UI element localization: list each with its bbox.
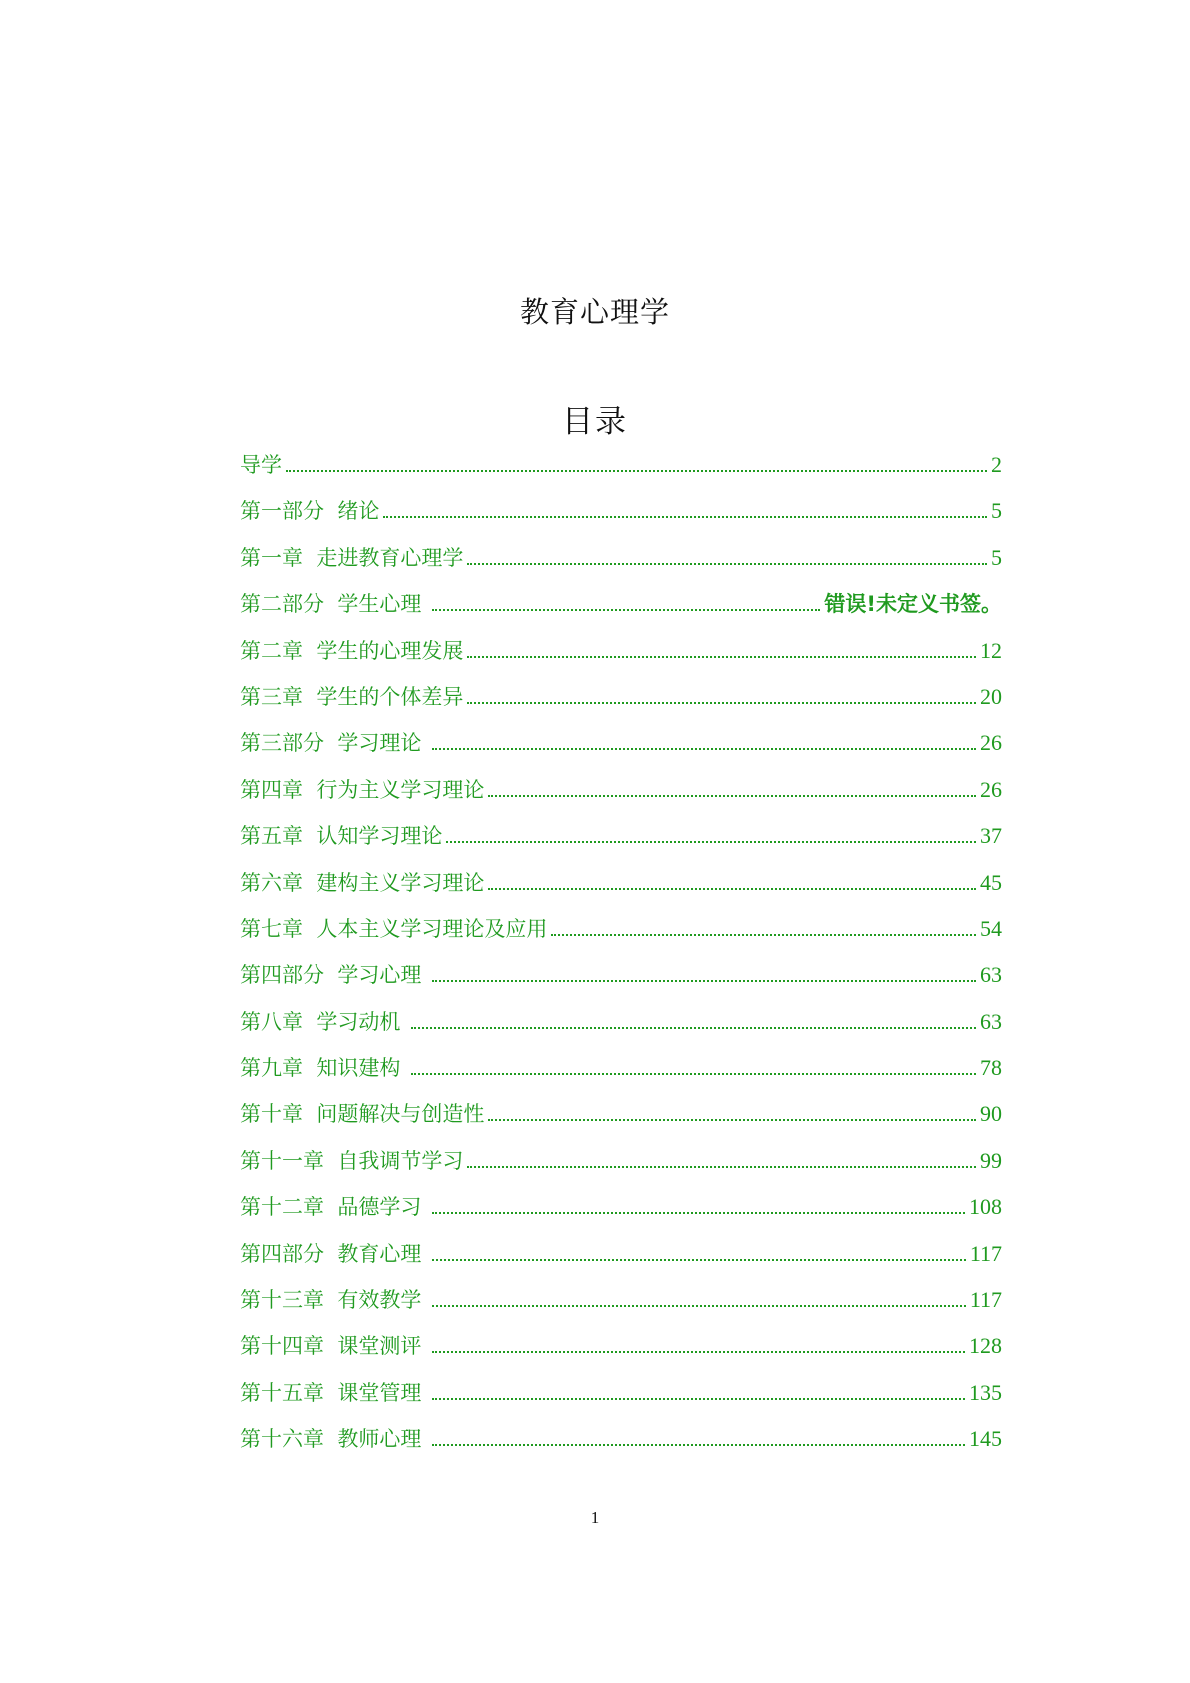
toc-entry-page: 117 xyxy=(969,1240,1002,1266)
toc-entry-page: 78 xyxy=(980,1055,1002,1081)
toc-entry[interactable] xyxy=(240,1330,1002,1376)
toc-entry-page: 26 xyxy=(980,776,1002,802)
toc-entry[interactable] xyxy=(240,1145,1002,1191)
toc-entry-page: 90 xyxy=(980,1101,1002,1127)
toc-entry[interactable] xyxy=(240,1052,1002,1098)
toc-entry-page: 45 xyxy=(980,869,1002,895)
toc-entry[interactable] xyxy=(240,1284,1002,1330)
toc-entry-label: 第十五章 课堂管理 xyxy=(240,1380,429,1405)
toc-dot-leader xyxy=(432,1255,966,1261)
toc-entry[interactable] xyxy=(240,1423,1002,1469)
toc-entry-label: 第四章 行为主义学习理论 xyxy=(240,777,485,802)
toc-dot-leader xyxy=(488,1115,976,1121)
toc-entry-page: 108 xyxy=(969,1194,1002,1220)
page-number: 1 xyxy=(590,1508,600,1527)
toc-entry-page: 63 xyxy=(980,1008,1002,1034)
toc-entry[interactable] xyxy=(240,727,1002,773)
toc-entry-page: 63 xyxy=(980,962,1002,988)
toc-dot-leader xyxy=(488,791,976,797)
toc-entry[interactable] xyxy=(240,774,1002,820)
toc-entry-page: 145 xyxy=(969,1426,1002,1452)
toc-entry-label: 导学 xyxy=(240,453,282,477)
toc-entry[interactable] xyxy=(240,1006,1002,1052)
toc-entry[interactable] xyxy=(240,1098,1002,1144)
toc-entry-label: 第十四章 课堂测评 xyxy=(240,1334,429,1359)
toc-dot-leader xyxy=(411,1023,976,1029)
toc-entry-page: 128 xyxy=(969,1333,1002,1359)
toc-dot-leader xyxy=(467,559,987,565)
toc-entry[interactable] xyxy=(240,820,1002,866)
toc-dot-leader xyxy=(286,466,987,472)
toc-entry-label: 第三部分 学习理论 xyxy=(240,731,429,756)
toc-entry[interactable] xyxy=(240,681,1002,727)
toc-entry-label: 第十二章 品德学习 xyxy=(240,1195,429,1220)
toc-dot-leader xyxy=(467,1162,976,1168)
toc-entry-page: 5 xyxy=(991,544,1002,570)
table-of-contents xyxy=(240,449,1002,1470)
toc-entry-page: 12 xyxy=(980,637,1002,663)
toc-entry[interactable] xyxy=(240,542,1002,588)
toc-entry-label: 第六章 建构主义学习理论 xyxy=(240,870,485,895)
toc-entry[interactable] xyxy=(240,635,1002,681)
toc-entry[interactable] xyxy=(240,959,1002,1005)
toc-entry[interactable] xyxy=(240,588,1002,634)
toc-dot-leader xyxy=(432,1208,965,1214)
toc-dot-leader xyxy=(432,605,820,611)
document-title: 教育心理学 xyxy=(519,295,670,329)
toc-entry-label: 第十六章 教师心理 xyxy=(240,1427,429,1452)
toc-entry-page: 117 xyxy=(969,1287,1002,1313)
toc-dot-leader xyxy=(432,744,976,750)
toc-entry[interactable] xyxy=(240,495,1002,541)
toc-entry-page: 37 xyxy=(980,823,1002,849)
toc-entry-label: 第四部分 教育心理 xyxy=(240,1241,429,1266)
toc-entry-label: 第八章 学习动机 xyxy=(240,1009,408,1034)
toc-dot-leader xyxy=(446,837,976,843)
toc-dot-leader xyxy=(467,698,976,704)
toc-entry-page: 99 xyxy=(980,1147,1002,1173)
toc-entry-label: 第五章 认知学习理论 xyxy=(240,824,443,849)
toc-entry-label: 第四部分 学习心理 xyxy=(240,963,429,988)
toc-dot-leader xyxy=(432,1394,965,1400)
toc-entry-label: 第三章 学生的个体差异 xyxy=(240,684,464,709)
toc-entry-error-text: 错误!未定义书签。 xyxy=(824,592,1002,617)
toc-entry-label: 第十一章 自我调节学习 xyxy=(240,1148,464,1173)
toc-heading: 目录 xyxy=(562,404,628,440)
toc-entry-label: 第一部分 绪论 xyxy=(240,499,380,524)
toc-entry[interactable] xyxy=(240,913,1002,959)
toc-entry-page: 5 xyxy=(991,498,1002,524)
toc-dot-leader xyxy=(411,1069,976,1075)
toc-dot-leader xyxy=(432,976,976,982)
toc-dot-leader xyxy=(383,512,987,518)
toc-entry-page: 54 xyxy=(980,915,1002,941)
toc-entry-label: 第二章 学生的心理发展 xyxy=(240,638,464,663)
toc-entry-label: 第七章 人本主义学习理论及应用 xyxy=(240,916,548,941)
toc-entry-label: 第二部分 学生心理 xyxy=(240,592,429,617)
toc-entry[interactable] xyxy=(240,1191,1002,1237)
toc-entry-page: 135 xyxy=(969,1379,1002,1405)
toc-entry[interactable] xyxy=(240,1238,1002,1284)
toc-entry-label: 第九章 知识建构 xyxy=(240,1056,408,1081)
toc-dot-leader xyxy=(467,652,976,658)
toc-dot-leader xyxy=(432,1347,965,1353)
toc-dot-leader xyxy=(432,1440,965,1446)
toc-entry-label: 第一章 走进教育心理学 xyxy=(240,545,464,570)
toc-entry[interactable] xyxy=(240,1377,1002,1423)
toc-dot-leader xyxy=(432,1301,966,1307)
toc-dot-leader xyxy=(551,930,976,936)
toc-entry-label: 第十三章 有效教学 xyxy=(240,1288,429,1313)
toc-entry-label: 第十章 问题解决与创造性 xyxy=(240,1102,485,1127)
toc-entry-page: 20 xyxy=(980,683,1002,709)
toc-entry[interactable] xyxy=(240,449,1002,495)
toc-entry[interactable] xyxy=(240,867,1002,913)
toc-dot-leader xyxy=(488,884,976,890)
toc-entry-page: 26 xyxy=(980,730,1002,756)
toc-entry-page: 2 xyxy=(991,452,1002,477)
